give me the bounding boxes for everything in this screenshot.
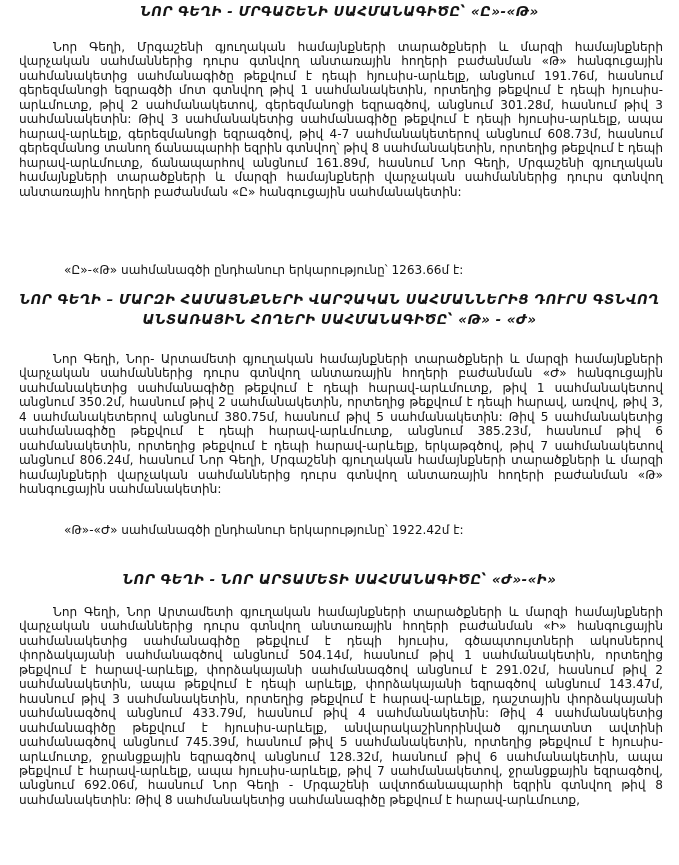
section-1-total-length: «Ը»-«Թ» սահմանագծի ընդհանուր երկարությունը՝ 1263.66մ է: — [64, 263, 464, 277]
section-1-title: ՆՈՐ ԳԵՂԻ - ՄՐԳԱՇԵՆԻ ՍԱՀՄԱՆԱԳԻԾԸ՝ «Ը»-«Թ» — [140, 5, 539, 20]
section-3-paragraph: Նոր Գեղի, Նոր Արտամետի գյուղական համայնքների տարածքների և մարզի համայնքների վարչական սահմաններից դուրս գտնվող անտառային հողերի բաժանման «Ի» հանգուցային սահմանակետից սահմանագիծը թեքվում է դեպի հյուսիս, գծապտույտների ակոսներով փորձակայանի սահմանագծով անցնում 504.14մ, հասնում թիվ 1 սահմանակետին, որտեղից թեքվում է հարավ-արևելք, փորձակայանի սահմանագծով անցնում է 291.02մ, հասնում թիվ 2 սահմանակետին, ապա թեքվում է դեպի արևելք, փորձակայանի եզրագծով անցնում 143.47մ, հասնում թիվ 3 սահմանակետին, որտեղից թեքվում է հարավ-արևելք, դաշտային փորձակայանի սահմանագծով անցնում 433.79մ, հասնում թիվ 4 սահմանակետին: Թիվ 4 սահմանակետից սահմանագիծը թեքվում է հյուսիս-արևելք, անվարակաշինորինված գյուղատնտ ավտինի սահմանագծով անցնում 745.39մ, հասնում թիվ 5 սահմանակետին, որտեղից թեքվում է հյուսիս-արևմուտք, ջրանցքային եզրագծով անցնում 128.32մ, հասնում թիվ 6 սահմանակետին, ապա թեքվում է հարավ-արևելք, ապա հյուսիս-արևելք, թիվ 7 սահմանակետով, ջրանցքային եզրագծով, անցնում 692.06մ, հասնում Նոր Գեղի - Մրգաշենի ավտոճանապարհի եզրին գտնվող թիվ 8 սահմանակետին: Թիվ 8 սահմանակետից սահմանագիծը թեքվում է հարավ-արևմուտք, — [19, 605, 663, 807]
section-2-paragraph: Նոր Գեղի, Նոր- Արտամետի գյուղական համայնքների տարածքների և մարզի համայնքների վարչական սահմաններից դուրս գտնվող անտառային հողերի բաժանման «Ժ» հանգուցային սահմանակետից սահմանագիծը թեքվում է դեպի հարավ-արևմուտք, թիվ 1 սահմանակետով անցնում 350.2մ, հասնում թիվ 2 սահմանակետին, որտեղից թեքվում է դեպի հարավ, առվով, թիվ 3, 4 սահմանակետերով անցնում 380.75մ, հասնում թիվ 5 սահմանակետին: Թիվ 5 սահմանակետից սահմանագիծը թեքվում է դեպի հարավ-արևմուտք, անցնում 385.23մ, հասնում թիվ 6 սահմանակետին, որտեղից թեքվում է դեպի հարավ-արևելք, երկաթգծով, թիվ 7 սահմանակետով անցնում 806.24մ, հասնում Նոր Գեղի, Մրգաշենի գյուղական համայնքների տարածքների և մարզի համայնքների վարչական սահմաններից դուրս գտնվող անտառային հողերի բաժանման «Թ» հանգուցային սահմանակետին: — [19, 352, 663, 497]
section-1-paragraph: Նոր Գեղի, Մրգաշենի գյուղական համայնքների տարածքների և մարզի համայնքների վարչական սահմաններից դուրս գտնվող անտառային հողերի բաժանման «Թ» հանգուցային սահմանակետից սահմանագիծը թեքվում է դեպի հյուսիս-արևելք, անցնում 191.76մ, հասնում գերեզմանոցի եզրագծի մոտ գտնվող թիվ 1 սահմանակետին, որտեղից թեքվում է դեպի հյուսիս-արևմուտք, թիվ 2 սահմանակետով, գերեզմանոցի եզրագծով, անցնում 301.28մ, հասնում թիվ 3 սահմանակետին: Թիվ 3 սահմանակետից սահմանագիծը թեքվում է դեպի հյուսիս-արևելք, ապա հարավ-արևելք, գերեզմանոցի եզրագծով, թիվ 4-7 սահմանակետերով անցնում 608.73մ, հասնում գերեզմանոց տանող ճանապարհի եզրին գտնվող՝ թիվ 8 սահմանակետին, որտեղից թեքվում է դեպի հարավ-արևմուտք, ճանապարհով անցնում 161.89մ, հասնում Նոր Գեղի, Մրգաշենի գյուղական համայնքների տարածքների և մարզի համայնքների վարչական սահմաններից դուրս գտնվող անտառային հողերի բաժանման «Ը» հանգուցային սահմանակետին: — [19, 40, 663, 199]
section-2-title-line-1: ՆՈՐ ԳԵՂԻ – ՄԱՐԶԻ ՀԱՄԱՅՆՔՆԵՐԻ ՎԱՐՉԱԿԱՆ ՍԱՀՄԱՆՆԵՐԻՑ ԴՈՒՐՍ ԳՏՆՎՈՂ — [19, 293, 660, 308]
section-3-title: ՆՈՐ ԳԵՂԻ - ՆՈՐ ԱՐՏԱՄԵՏԻ ՍԱՀՄԱՆԱԳԻԾԸ՝ «Ժ»-«Ի» — [122, 573, 557, 588]
section-2-title-line-2: ԱՆՏԱՌԱՅԻՆ ՀՈՂԵՐԻ ՍԱՀՄԱՆԱԳԻԾԸ՝ «Թ» - «Ժ» — [142, 313, 537, 328]
section-2-total-length: «Թ»-«Ժ» սահմանագծի ընդհանուր երկարությունը՝ 1922.42մ է: — [64, 523, 464, 537]
